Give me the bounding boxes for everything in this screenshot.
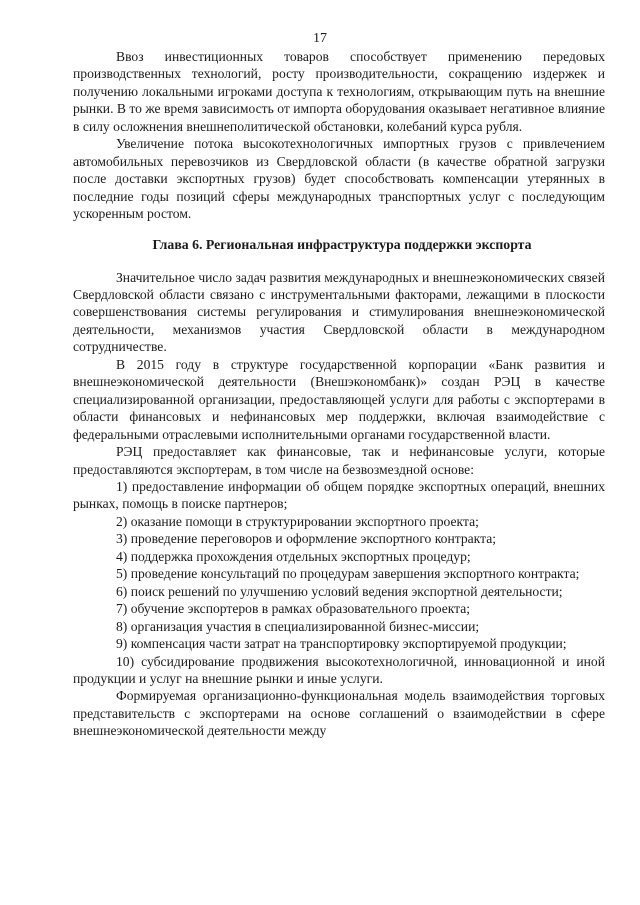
list-item-1: 1) предоставление информации об общем порядке экспортных операций, внешних рынках, помощь в поиске партнеров; xyxy=(73,478,605,512)
list-item-7: 7) обучение экспортеров в рамках образовательного проекта; xyxy=(116,601,471,617)
paragraph-investment-imports: Ввоз инвестиционных товаров способствует применению передовых производственных технологий, росту производительности, сокращению издержек и получению локальными игроками доступа к технологиям, открывающим путь на внешние рынки. В то же время зависимость от импорта оборудования оказывает негативное влияние в силу осложнения внешнеполитической обстановки, колебаний курса рубля. xyxy=(73,49,605,134)
paragraph-model: Формируемая организационно-функциональная модель взаимодействия торговых представительств с экспортерами на основе соглашений о взаимодействии в сфере внешнеэкономической деятельности между xyxy=(73,688,605,739)
paragraph-tasks: Значительное число задач развития международных и внешнеэкономических связей Свердловской области связано с инструментальными факторами, лежащими в плоскости совершенствования системы регулирования и стимулирования внешнеэкономической деятельности, механизмов участия Свердловской области в международном сотрудничестве. xyxy=(73,269,605,355)
list-item-8: 8) организация участия в специализированной бизнес-миссии; xyxy=(116,618,480,634)
list-item-3: 3) проведение переговоров и оформление экспортного контракта; xyxy=(116,531,497,547)
page-number: 17 xyxy=(313,31,327,46)
list-item-10: 10) субсидирование продвижения высокотехнологичной, инновационной и иной продукции и услуг на внешние рынки и иные услуги. xyxy=(73,653,605,686)
list-item-9: 9) компенсация части затрат на транспортировку экспортируемой продукции; xyxy=(116,636,567,652)
paragraph-rec-services-intro: РЭЦ предоставляет как финансовые, так и нефинансовые услуги, которые предоставляются экспортерам, в том числе на безвозмездной основе: xyxy=(73,444,605,477)
list-item-5: 5) проведение консультаций по процедурам завершения экспортного контракта; xyxy=(116,566,580,582)
chapter-heading: Глава 6. Региональная инфраструктура поддержки экспорта xyxy=(152,236,532,252)
list-item-2: 2) оказание помощи в структурировании экспортного проекта; xyxy=(116,513,479,529)
paragraph-rec-created: В 2015 году в структуре государственной корпорации «Банк развития и внешнеэкономической деятельности (Внешэкономбанк)» создан РЭЦ в качестве специализированной организации, предоставляющей услуги для работы с экспортерами в области финансовых и нефинансовых мер поддержки, включая взаимодействие с федеральными отраслевыми исполнительными органами государственной власти. xyxy=(73,356,605,442)
list-item-6: 6) поиск решений по улучшению условий ведения экспортной деятельности; xyxy=(116,583,563,599)
paragraph-transport-flow: Увеличение потока высокотехнологичных импортных грузов с привлечением автомобильных перевозчиков из Свердловской области (в качестве обратной загрузки после доставки экспортных грузов) будет способствовать компенсации утерянных в последние годы позиций сферы международных транспортных услуг с последующим ускоренным ростом. xyxy=(73,136,605,222)
page-body xyxy=(73,48,605,740)
list-item-4: 4) поддержка прохождения отдельных экспортных процедур; xyxy=(116,548,471,564)
